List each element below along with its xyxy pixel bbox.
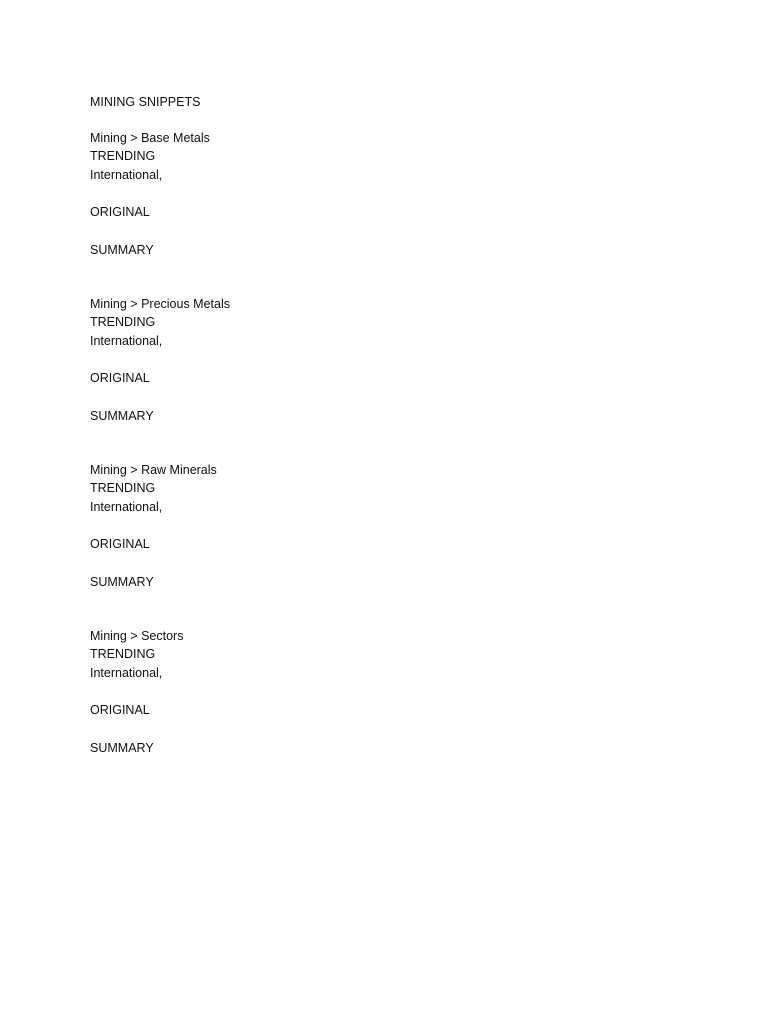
original-label: ORIGINAL: [90, 205, 150, 220]
summary-label: SUMMARY: [90, 574, 154, 589]
snippet-section: [90, 461, 690, 592]
region-label: International,: [90, 333, 163, 348]
trending-label: TRENDING: [90, 315, 156, 330]
section-breadcrumb: Mining > Raw Minerals: [90, 462, 217, 477]
section-breadcrumb: Mining > Base Metals: [90, 130, 210, 145]
snippet-section: [90, 627, 690, 758]
original-label: ORIGINAL: [90, 537, 150, 552]
snippet-section: [90, 129, 690, 260]
trending-label: TRENDING: [90, 647, 156, 662]
snippet-section: [90, 295, 690, 426]
section-breadcrumb: Mining > Precious Metals: [90, 296, 230, 311]
trending-label: TRENDING: [90, 481, 156, 496]
section-breadcrumb: Mining > Sectors: [90, 628, 184, 643]
document-title: MINING SNIPPETS: [90, 95, 201, 109]
summary-label: SUMMARY: [90, 242, 154, 257]
trending-label: TRENDING: [90, 149, 156, 164]
summary-label: SUMMARY: [90, 408, 154, 423]
original-label: ORIGINAL: [90, 703, 150, 718]
region-label: International,: [90, 499, 163, 514]
original-label: ORIGINAL: [90, 371, 150, 386]
summary-label: SUMMARY: [90, 740, 154, 755]
region-label: International,: [90, 665, 163, 680]
region-label: International,: [90, 167, 163, 182]
document-page: [90, 93, 690, 757]
